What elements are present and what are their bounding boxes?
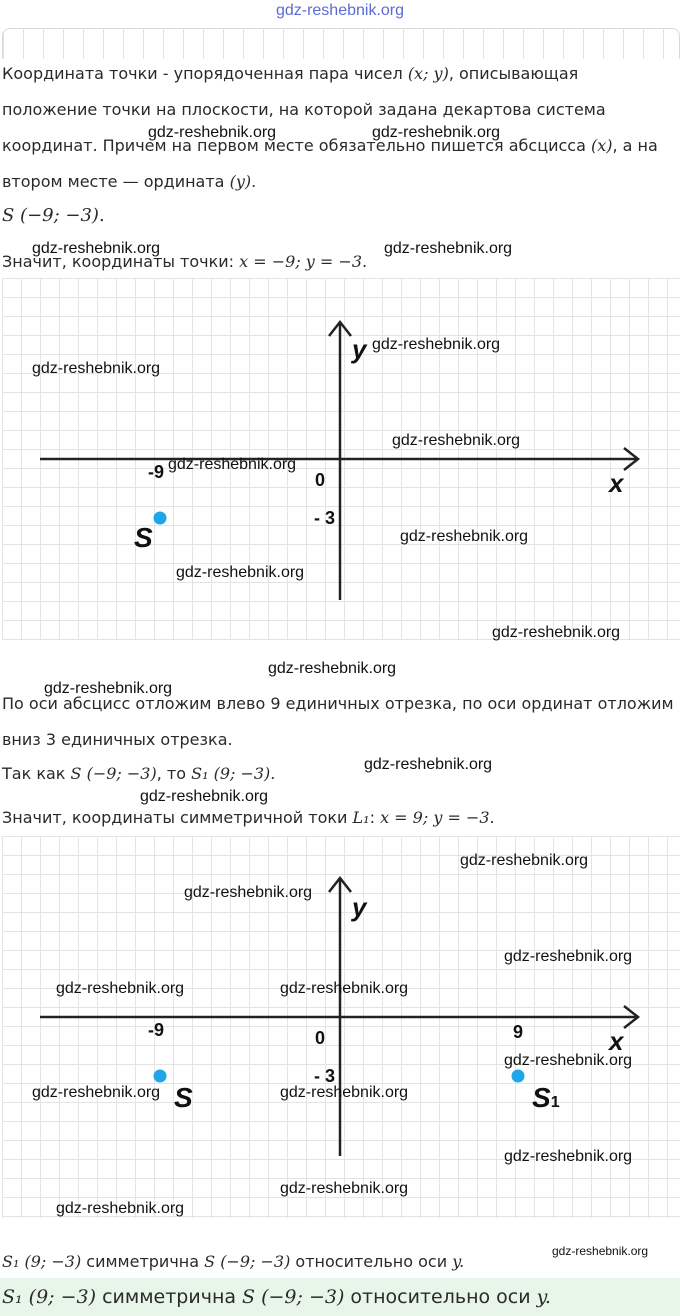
- watermark: gdz-reshebnik.org: [32, 1084, 161, 1101]
- watermark: gdz-reshebnik.org: [552, 1244, 649, 1258]
- watermark: gdz-reshebnik.org: [56, 1200, 185, 1217]
- watermark: gdz-reshebnik.org: [56, 980, 185, 997]
- p4-text-end: .: [251, 172, 257, 191]
- tick-y-label-1: - 3: [314, 508, 336, 528]
- coordinate-plane-1: [2, 278, 680, 640]
- tick-x-pos-label-2: 9: [513, 1022, 524, 1042]
- watermark: gdz-reshebnik.org: [32, 240, 161, 257]
- text-line-8: [2, 764, 275, 784]
- watermark: gdz-reshebnik.org: [280, 980, 409, 997]
- origin-label-1: 0: [315, 470, 326, 490]
- point-s1-subscript: 1: [550, 1094, 560, 1111]
- p10-text: симметрична: [81, 1252, 205, 1271]
- p4-math: (y): [229, 172, 252, 191]
- watermark: gdz-reshebnik.org: [176, 564, 305, 581]
- watermark: gdz-reshebnik.org: [392, 432, 521, 449]
- p8-text-mid: , то: [156, 764, 192, 783]
- answer-line: [2, 1287, 551, 1307]
- text-line-7: вниз 3 единичных отрезка.: [2, 730, 233, 749]
- point-s-label-2: S: [174, 1082, 193, 1113]
- p10-math-1: S₁ (9; −3): [2, 1252, 82, 1271]
- axes-1: [2, 278, 680, 640]
- p10-math-3: y.: [452, 1252, 465, 1271]
- text-line-9: [2, 808, 495, 828]
- text-line-1: [2, 64, 578, 84]
- p1-math: (x; y): [407, 64, 449, 83]
- tick-x-neg-label-2: -9: [148, 1020, 165, 1040]
- point-s-label-1: S: [134, 522, 153, 553]
- watermark: gdz-reshebnik.org: [280, 1084, 409, 1101]
- watermark: gdz-reshebnik.org: [372, 124, 501, 141]
- p5-math: x = −9; y = −3.: [239, 252, 368, 271]
- watermark: gdz-reshebnik.org: [372, 336, 501, 353]
- p10-text-mid: относительно оси: [290, 1252, 453, 1271]
- p9-text-mid: :: [369, 808, 381, 827]
- p3-math: (x): [590, 136, 613, 155]
- watermark: gdz-reshebnik.org: [140, 788, 269, 805]
- p1-text-end: , описывающая: [448, 64, 579, 83]
- p8-math-2: S₁ (9; −3).: [191, 764, 276, 783]
- text-line-10: [2, 1252, 464, 1272]
- watermark: gdz-reshebnik.org: [268, 660, 397, 677]
- tick-x-label-1: -9: [148, 462, 165, 482]
- p8-math-1: S (−9; −3): [70, 764, 157, 783]
- p4-text: втором месте — ордината: [2, 172, 230, 191]
- answer-math-2: S (−9; −3): [242, 1286, 345, 1308]
- point-s-marker-1[interactable]: [154, 512, 167, 525]
- text-line-6: По оси абсцисс отложим влево 9 единичных отрезка, по оси ординат отложим: [2, 694, 674, 713]
- watermark: gdz-reshebnik.org: [400, 528, 529, 545]
- origin-label-2: 0: [315, 1028, 326, 1048]
- watermark: gdz-reshebnik.org: [32, 360, 161, 377]
- x-axis-label-1: x: [609, 468, 624, 498]
- y-axis-label-1: y: [352, 334, 367, 364]
- watermark: gdz-reshebnik.org: [148, 124, 277, 141]
- point-s-marker-2[interactable]: [154, 1070, 167, 1083]
- answer-text: симметрична: [96, 1286, 243, 1308]
- answer-box: [0, 1278, 680, 1316]
- p8-text: Так как: [2, 764, 71, 783]
- point-s1-letter: S: [532, 1082, 551, 1113]
- watermark: gdz-reshebnik.org: [168, 456, 297, 473]
- p5-text: Значит, координаты точки:: [2, 252, 240, 271]
- point-s1-label: [532, 1082, 560, 1114]
- watermark: gdz-reshebnik.org: [364, 756, 493, 773]
- p9-text: Значит, координаты симметричной токи: [2, 808, 353, 827]
- text-line-4: [2, 172, 256, 192]
- watermark: gdz-reshebnik.org: [504, 948, 633, 965]
- p9-math-2: x = 9; y = −3.: [380, 808, 495, 827]
- x-axis-label-2: x: [609, 1026, 624, 1056]
- grid-strip: [2, 28, 680, 59]
- answer-text-mid: относительно оси: [344, 1286, 537, 1308]
- p1-text: Координата точки - упорядоченная пара чисел: [2, 64, 408, 83]
- watermark: gdz-reshebnik.org: [384, 240, 513, 257]
- tick-y-label-2: - 3: [314, 1066, 336, 1086]
- answer-math-3: y.: [536, 1286, 551, 1308]
- watermark: gdz-reshebnik.org: [492, 624, 621, 641]
- point-s1-marker[interactable]: [512, 1070, 525, 1083]
- p10-math-2: S (−9; −3): [204, 1252, 291, 1271]
- watermark-top[interactable]: gdz-reshebnik.org: [275, 2, 405, 19]
- text-line-2: положение точки на плоскости, на которой задана декартова система: [2, 100, 606, 119]
- watermark: gdz-reshebnik.org: [460, 852, 589, 869]
- answer-math-1: S₁ (9; −3): [2, 1286, 97, 1308]
- watermark: gdz-reshebnik.org: [280, 1180, 409, 1197]
- point-s-coordinates: S (−9; −3).: [2, 205, 105, 226]
- watermark: gdz-reshebnik.org: [504, 1052, 633, 1069]
- p9-math-1: L₁: [352, 808, 370, 827]
- text-line-3: [2, 136, 658, 156]
- p3-text-end: , а на: [612, 136, 658, 155]
- watermark: gdz-reshebnik.org: [504, 1148, 633, 1165]
- watermark: gdz-reshebnik.org: [44, 680, 173, 697]
- p3-text: координат. Причем на первом месте обязательно пишется абсцисса: [2, 136, 591, 155]
- y-axis-label-2: y: [352, 892, 367, 922]
- watermark: gdz-reshebnik.org: [184, 884, 313, 901]
